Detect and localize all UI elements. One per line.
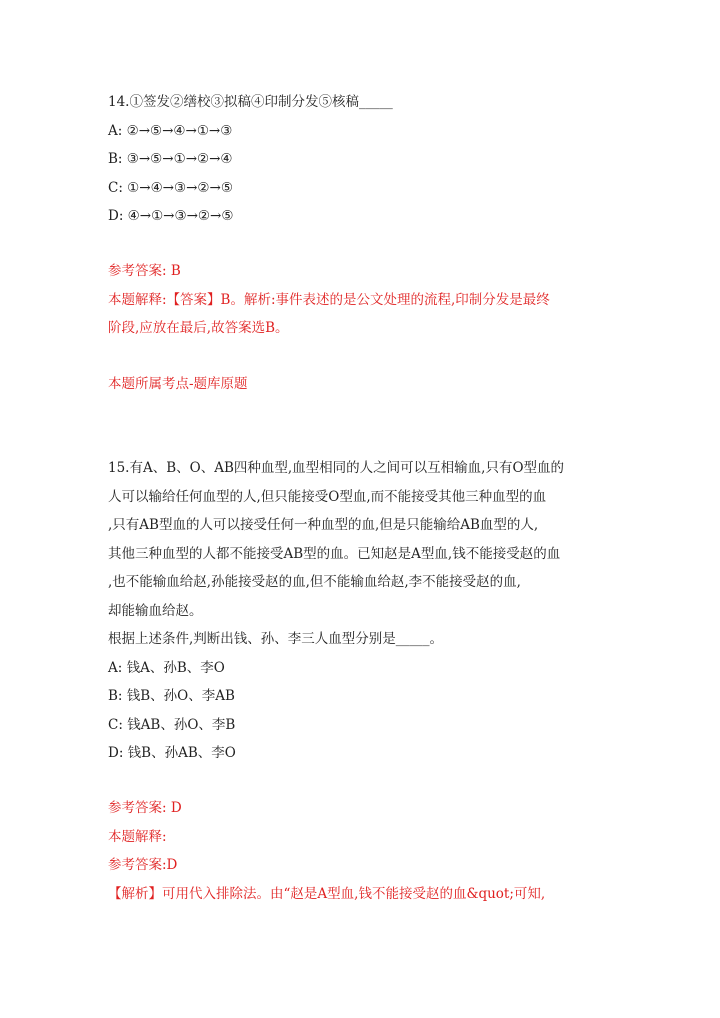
- explanation-line: 阶段,应放在最后,故答案选B。: [108, 320, 289, 336]
- question-15: [108, 454, 618, 768]
- question-15-answer-section: [108, 794, 618, 908]
- reference-answer: 参考答案: D: [108, 800, 182, 816]
- question-15-stem-line: 却能输血给赵。: [108, 602, 203, 619]
- option-b: B: ③→⑤→①→②→④: [108, 151, 233, 167]
- question-15-stem-line: 15.有A、B、O、AB四种血型,血型相同的人之间可以互相输血,只有O型血的: [108, 460, 565, 476]
- knowledge-point-section: [108, 370, 618, 399]
- option-d: D: 钱B、孙AB、李O: [108, 745, 236, 761]
- explanation-label: 本题解释:: [108, 828, 167, 845]
- option-a: A: ②→⑤→④→①→③: [108, 122, 233, 139]
- question-14-answer-section: [108, 257, 618, 343]
- question-15-stem-line: ,只有AB型血的人可以接受任何一种血型的血,但是只能输给AB血型的人,: [108, 517, 539, 533]
- option-c: C: 钱AB、孙O、李B: [108, 716, 236, 733]
- analysis-text: 【解析】可用代入排除法。由“赵是A型血,钱不能接受赵的血&quot;可知,: [108, 885, 546, 902]
- option-b: B: 钱B、孙O、李AB: [108, 688, 235, 704]
- question-14-stem: 14.①签发②缮校③拟稿④印制分发⑤核稿_____: [108, 94, 393, 110]
- question-14: [108, 88, 618, 231]
- reference-answer: 参考答案: B: [108, 263, 181, 279]
- question-15-stem-line: 其他三种血型的人都不能接受AB型的血。已知赵是A型血,钱不能接受赵的血: [108, 545, 561, 562]
- question-15-stem-line: ,也不能输血给赵,孙能接受赵的血,但不能输血给赵,李不能接受赵的血,: [108, 574, 521, 590]
- knowledge-point: 本题所属考点-题库原题: [108, 376, 248, 392]
- question-15-stem-line: 根据上述条件,判断出钱、孙、李三人血型分别是_____。: [108, 631, 444, 647]
- explanation-line: 本题解释:【答案】B。解析:事件表述的是公文处理的流程,印制分发是最终: [108, 291, 550, 308]
- option-a: A: 钱A、孙B、李O: [108, 659, 225, 676]
- option-c: C: ①→④→③→②→⑤: [108, 179, 233, 196]
- option-d: D: ④→①→③→②→⑤: [108, 208, 234, 224]
- analysis-line: [108, 880, 618, 909]
- reference-answer-repeat: 参考答案:D: [108, 857, 178, 873]
- question-15-stem-line: 人可以输给任何血型的人,但只能接受O型血,而不能接受其他三种血型的血: [108, 488, 547, 505]
